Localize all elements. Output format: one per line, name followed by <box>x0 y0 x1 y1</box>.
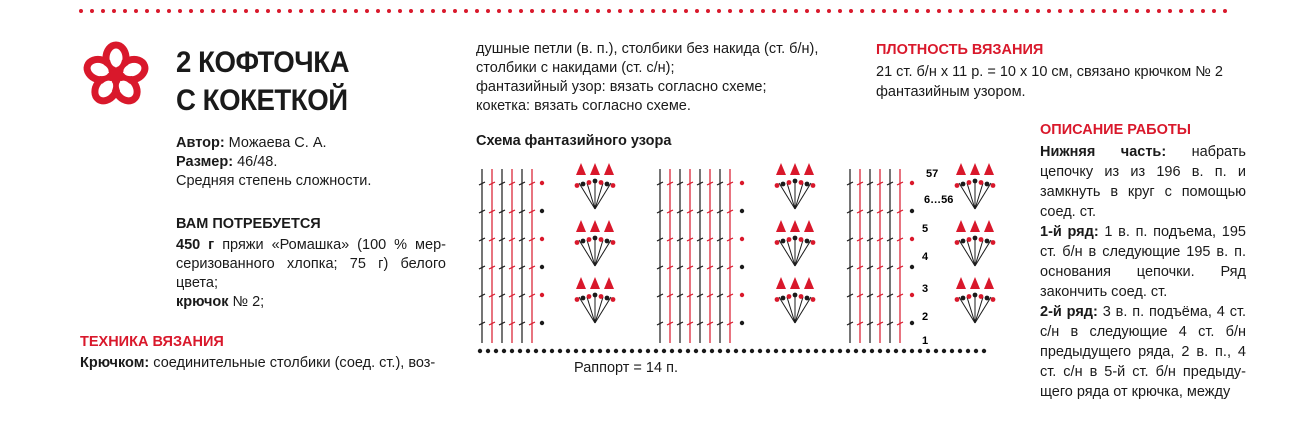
chain-stitch <box>734 349 738 353</box>
fan-petal <box>776 277 786 289</box>
chain-stitch <box>590 349 594 353</box>
fan-dot <box>799 180 804 185</box>
fan-dot <box>775 183 780 188</box>
fan-spoke <box>967 183 975 209</box>
chain-stitch <box>774 349 778 353</box>
size-label: Размер: <box>176 154 234 170</box>
fan-dot <box>961 296 966 301</box>
density-block <box>876 62 1256 102</box>
fan-petal <box>590 163 600 175</box>
fan-petal <box>776 163 786 175</box>
fan-dot <box>593 179 598 184</box>
chain-stitch <box>646 349 650 353</box>
fan-dot <box>985 182 990 187</box>
desc-p3-lead: 2-й ряд: <box>1040 304 1098 320</box>
fan-dot <box>955 240 960 245</box>
fan-spoke <box>787 183 795 209</box>
chain-stitch <box>694 349 698 353</box>
side-dot <box>540 209 544 213</box>
fan-dot <box>793 236 798 241</box>
side-dot <box>740 181 744 185</box>
fan-dot <box>581 182 586 187</box>
fan-dot <box>605 239 610 244</box>
fan-petal <box>984 163 994 175</box>
schema-title: Схема фантазийного узора <box>476 133 672 149</box>
fan-spoke <box>959 183 975 209</box>
fan-petal <box>970 220 980 232</box>
row-label-3: 3 <box>922 283 929 295</box>
chain-stitch <box>622 349 626 353</box>
fan-dot <box>775 240 780 245</box>
fan-spoke <box>975 297 983 323</box>
fan-dot <box>611 240 616 245</box>
fan-spoke <box>579 297 595 323</box>
chain-stitch <box>878 349 882 353</box>
fan-spoke <box>787 240 795 266</box>
fan-spoke <box>795 183 803 209</box>
fan-dot <box>605 296 610 301</box>
desc-p2-lead: 1-й ряд: <box>1040 224 1099 240</box>
fan-petal <box>576 277 586 289</box>
chain-stitch <box>710 349 714 353</box>
fan-dot <box>781 296 786 301</box>
chain-stitch <box>742 349 746 353</box>
chain-stitch <box>870 349 874 353</box>
fan-spoke <box>587 240 595 266</box>
fan-dot <box>955 183 960 188</box>
fan-dot <box>967 294 972 299</box>
chain-stitch <box>718 349 722 353</box>
fan-dot <box>811 240 816 245</box>
fan-petal <box>604 277 614 289</box>
chain-stitch <box>726 349 730 353</box>
fan-dot <box>793 179 798 184</box>
chain-stitch <box>534 349 538 353</box>
fan-dot <box>811 297 816 302</box>
fan-spoke <box>959 240 975 266</box>
fan-petal <box>576 163 586 175</box>
description-block <box>1040 142 1246 402</box>
density-heading: ПЛОТНОСТЬ ВЯЗАНИЯ <box>876 42 1044 58</box>
fan-petal <box>790 220 800 232</box>
chain-stitch <box>678 349 682 353</box>
row-label-4: 4 <box>922 251 929 263</box>
chain-stitch <box>846 349 850 353</box>
fan-dot <box>787 180 792 185</box>
side-dot <box>910 181 914 185</box>
chain-stitch <box>558 349 562 353</box>
title-line-1: 2 КОФТОЧКА <box>176 46 350 79</box>
yarn-text: пряжи «Ромашка» (100 % мерсеризованного хлопка; 75 г) белого цвета; <box>176 237 446 291</box>
desc-p2-text: 1 в. п. подъема, 195 ст. б/н в следующие 195 в. п. основания цепочки. Ряд закончить соед. ст. <box>1040 224 1246 300</box>
fan-dot <box>967 180 972 185</box>
tech-line-2: столбики с накидами (ст. с/н); <box>476 60 675 76</box>
side-dot <box>540 181 544 185</box>
row-label-6-56: 6…56 <box>924 194 954 206</box>
fan-petal <box>956 220 966 232</box>
chain-stitch <box>478 349 482 353</box>
chain-stitch <box>958 349 962 353</box>
fan-petal <box>590 220 600 232</box>
chain-stitch <box>886 349 890 353</box>
chain-stitch <box>822 349 826 353</box>
fan-dot <box>967 237 972 242</box>
author-label: Автор: <box>176 135 225 151</box>
fan-dot <box>581 239 586 244</box>
author-value: Можаева С. А. <box>224 135 327 151</box>
technique-text: соединительные столбики (соед. ст.), воз- <box>149 355 436 371</box>
side-dot <box>740 265 744 269</box>
fan-dot <box>805 182 810 187</box>
chain-stitch <box>974 349 978 353</box>
fan-dot <box>787 294 792 299</box>
fan-dot <box>781 182 786 187</box>
chain-stitch <box>950 349 954 353</box>
fan-spoke <box>595 240 611 266</box>
fan-petal <box>776 220 786 232</box>
hook-text: № 2; <box>228 294 265 310</box>
row-label-5: 5 <box>922 223 929 235</box>
fan-petal <box>790 163 800 175</box>
fan-petal <box>590 277 600 289</box>
chain-stitch <box>750 349 754 353</box>
fan-spoke <box>587 297 595 323</box>
chain-stitch <box>614 349 618 353</box>
fan-dot <box>979 237 984 242</box>
fan-spoke <box>579 240 595 266</box>
chain-stitch <box>942 349 946 353</box>
fan-spoke <box>795 183 811 209</box>
title-line-2: С КОКЕТКОЙ <box>176 84 348 117</box>
side-dot <box>740 237 744 241</box>
fan-dot <box>961 182 966 187</box>
fan-dot <box>611 183 616 188</box>
fan-spoke <box>795 297 811 323</box>
chain-stitch <box>806 349 810 353</box>
chain-stitch <box>582 349 586 353</box>
chain-stitch <box>518 349 522 353</box>
fan-dot <box>599 294 604 299</box>
chain-stitch <box>934 349 938 353</box>
fan-spoke <box>779 240 795 266</box>
chain-stitch <box>982 349 986 353</box>
fan-dot <box>955 297 960 302</box>
side-dot <box>740 293 744 297</box>
side-dot <box>910 209 914 213</box>
crochet-chart <box>470 155 1010 360</box>
fan-spoke <box>595 183 603 209</box>
chain-stitch <box>798 349 802 353</box>
side-dot <box>910 321 914 325</box>
fan-dot <box>811 183 816 188</box>
fan-dot <box>587 237 592 242</box>
fan-dot <box>581 296 586 301</box>
chain-stitch <box>790 349 794 353</box>
materials-heading: ВАМ ПОТРЕБУЕТСЯ <box>176 216 321 232</box>
fan-dot <box>973 293 978 298</box>
fan-dot <box>991 183 996 188</box>
side-dot <box>910 265 914 269</box>
fan-dot <box>587 180 592 185</box>
chain-stitch <box>494 349 498 353</box>
fan-spoke <box>595 297 603 323</box>
fan-spoke <box>795 240 811 266</box>
fan-dot <box>599 237 604 242</box>
description-heading: ОПИСАНИЕ РАБОТЫ <box>1040 122 1191 138</box>
chain-stitch <box>654 349 658 353</box>
fan-petal <box>956 277 966 289</box>
desc-p1-text: набрать цепочку из из 196 в. п. и замкнуть в круг с помощью соед. ст. <box>1040 144 1246 220</box>
fan-spoke <box>787 297 795 323</box>
tech-line-1: душные петли (в. п.), столбики без накида (ст. б/н), <box>476 41 819 57</box>
fan-petal <box>604 163 614 175</box>
hook-label: крючок <box>176 294 229 310</box>
fan-spoke <box>975 240 991 266</box>
fan-petal <box>970 163 980 175</box>
row-label-1: 1 <box>922 335 929 347</box>
fan-petal <box>576 220 586 232</box>
tech-line-3: фантазийный узор: вязать согласно схеме; <box>476 79 767 95</box>
chain-stitch <box>862 349 866 353</box>
chain-stitch <box>814 349 818 353</box>
fan-dot <box>979 180 984 185</box>
fan-spoke <box>967 240 975 266</box>
desc-p3-text: 3 в. п. подъёма, 4 ст. с/н в следующие 4 ст. б/н предыдущего ряда, 2 в. п., 4 ст. с/н в 5-й ст. б/н предыдущего ряда от крючка, между <box>1040 304 1247 400</box>
chain-stitch <box>966 349 970 353</box>
fan-dot <box>605 182 610 187</box>
chain-stitch <box>902 349 906 353</box>
chain-stitch <box>598 349 602 353</box>
fan-dot <box>985 296 990 301</box>
chain-stitch <box>910 349 914 353</box>
fan-petal <box>790 277 800 289</box>
chain-stitch <box>510 349 514 353</box>
side-dot <box>910 293 914 297</box>
side-dot <box>910 237 914 241</box>
chain-stitch <box>662 349 666 353</box>
fan-dot <box>979 294 984 299</box>
row-label-57: 57 <box>926 168 939 180</box>
chain-stitch <box>782 349 786 353</box>
fan-spoke <box>779 297 795 323</box>
side-dot <box>740 209 744 213</box>
fan-dot <box>793 293 798 298</box>
fan-dot <box>775 297 780 302</box>
fan-petal <box>604 220 614 232</box>
chain-stitch <box>486 349 490 353</box>
fan-dot <box>593 293 598 298</box>
fan-spoke <box>975 240 983 266</box>
fan-dot <box>991 297 996 302</box>
fan-petal <box>956 163 966 175</box>
fan-dot <box>781 239 786 244</box>
fan-petal <box>804 277 814 289</box>
tech-line-4: кокетка: вязать согласно схеме. <box>476 98 691 114</box>
fan-dot <box>991 240 996 245</box>
size-value: 46/48. <box>233 154 278 170</box>
fan-spoke <box>595 297 611 323</box>
chain-stitch <box>702 349 706 353</box>
chain-stitch <box>830 349 834 353</box>
chain-stitch <box>918 349 922 353</box>
chain-stitch <box>838 349 842 353</box>
fan-spoke <box>795 297 803 323</box>
chain-stitch <box>670 349 674 353</box>
chain-stitch <box>550 349 554 353</box>
fan-petal <box>984 220 994 232</box>
fan-dot <box>611 297 616 302</box>
fan-spoke <box>795 240 803 266</box>
desc-p1-lead: Нижняя часть: <box>1040 144 1167 160</box>
fan-spoke <box>595 183 611 209</box>
fan-spoke <box>595 240 603 266</box>
fan-petal <box>984 277 994 289</box>
side-dot <box>540 265 544 269</box>
fan-dot <box>575 297 580 302</box>
rapport-label: Раппорт = 14 п. <box>574 360 678 376</box>
fan-dot <box>575 183 580 188</box>
fan-petal <box>804 163 814 175</box>
chain-stitch <box>894 349 898 353</box>
chain-stitch <box>926 349 930 353</box>
flower-icon <box>80 38 152 110</box>
fan-dot <box>575 240 580 245</box>
chain-stitch <box>606 349 610 353</box>
side-dot <box>540 237 544 241</box>
side-dot <box>540 293 544 297</box>
fan-spoke <box>975 183 991 209</box>
chain-stitch <box>502 349 506 353</box>
fan-dot <box>973 179 978 184</box>
fan-dot <box>799 294 804 299</box>
fan-dot <box>593 236 598 241</box>
density-line-1: 21 ст. б/н х 11 р. = 10 х 10 см, связано крючком № 2 <box>876 64 1223 80</box>
technique-continued <box>476 40 856 116</box>
fan-spoke <box>975 183 983 209</box>
technique-lead: Крючком: <box>80 355 150 371</box>
density-line-2: фантазийным узором. <box>876 84 1026 100</box>
chain-stitch <box>766 349 770 353</box>
technique-heading: ТЕХНИКА ВЯЗАНИЯ <box>80 334 224 350</box>
fan-petal <box>804 220 814 232</box>
chain-stitch <box>638 349 642 353</box>
yarn-amount: 450 г <box>176 237 215 253</box>
fan-spoke <box>587 183 595 209</box>
fan-spoke <box>959 297 975 323</box>
chain-stitch <box>526 349 530 353</box>
chain-stitch <box>630 349 634 353</box>
chain-stitch <box>686 349 690 353</box>
fan-dot <box>599 180 604 185</box>
fan-dot <box>985 239 990 244</box>
fan-dot <box>805 239 810 244</box>
fan-spoke <box>579 183 595 209</box>
chain-stitch <box>566 349 570 353</box>
row-label-2: 2 <box>922 311 929 323</box>
fan-dot <box>805 296 810 301</box>
fan-dot <box>799 237 804 242</box>
dotted-rule <box>78 8 1238 14</box>
materials-block <box>176 236 446 312</box>
technique-block <box>80 354 450 373</box>
fan-spoke <box>975 297 991 323</box>
chain-stitch <box>854 349 858 353</box>
page-title <box>176 44 349 120</box>
chain-stitch <box>758 349 762 353</box>
meta-block <box>176 134 446 191</box>
chain-stitch <box>542 349 546 353</box>
side-dot <box>540 321 544 325</box>
fan-dot <box>587 294 592 299</box>
fan-dot <box>787 237 792 242</box>
side-dot <box>740 321 744 325</box>
fan-spoke <box>967 297 975 323</box>
fan-dot <box>961 239 966 244</box>
fan-spoke <box>779 183 795 209</box>
difficulty-text: Средняя степень сложности. <box>176 173 372 189</box>
chart-stitches <box>478 163 996 353</box>
fan-petal <box>970 277 980 289</box>
fan-dot <box>973 236 978 241</box>
chain-stitch <box>574 349 578 353</box>
